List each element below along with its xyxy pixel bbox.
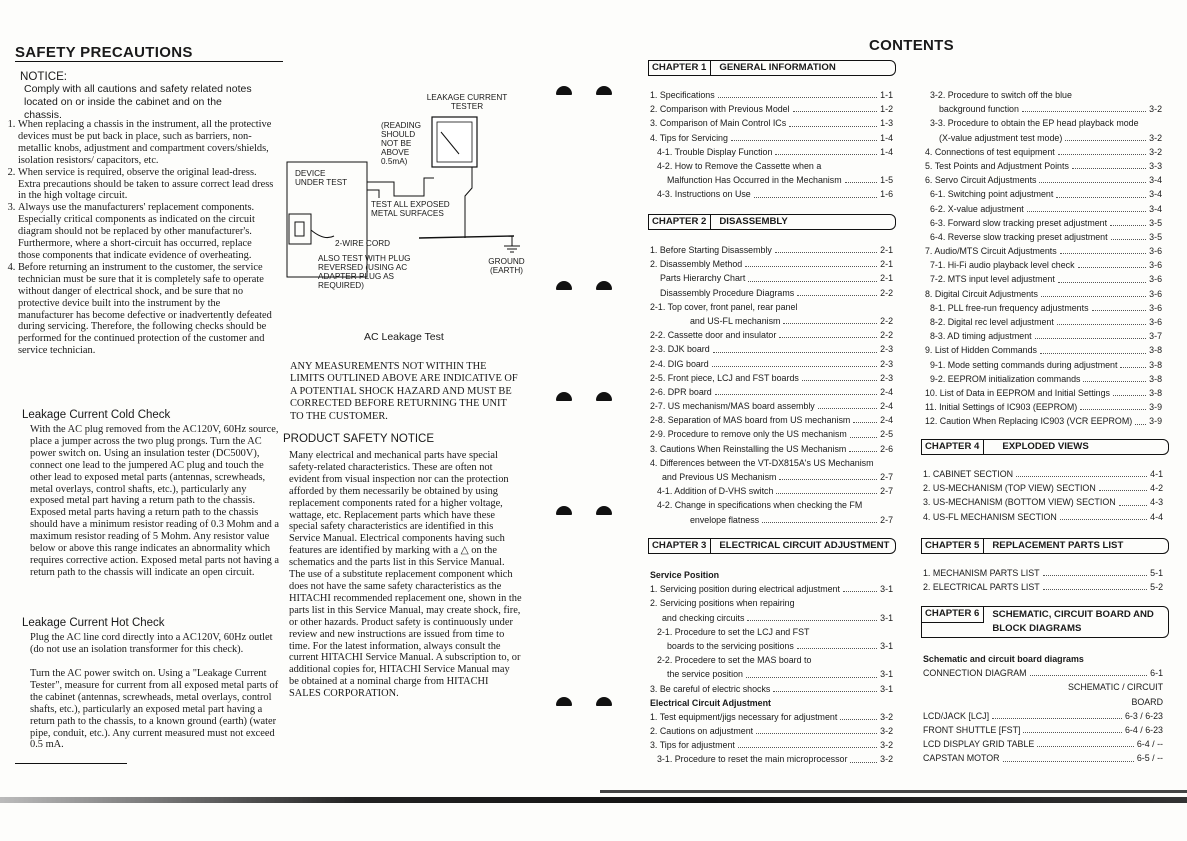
toc-row: Electrical Circuit Adjustment — [650, 697, 771, 708]
toc-row: 3. Comparison of Main Control ICs 1-3 — [650, 118, 893, 129]
product-safety-heading: PRODUCT SAFETY NOTICE — [283, 433, 435, 445]
chapter-name: ELECTRICAL CIRCUIT ADJUSTMENT — [719, 540, 890, 551]
toc-row: BOARD — [1131, 696, 1163, 707]
list-item: 4. Before returning an instrument to the customer, the service technician must be sure that it is completely safe to operate without danger of electrical shock, and be sure that no protective device built into the instrument by the manufacturer has become defective or inadvertently defeated during servicing. Therefore, the following checks should be performed for the continued protection of the customer and service technician. — [18, 262, 276, 357]
toc-row: CONNECTION DIAGRAM 6-1 — [923, 668, 1163, 679]
notice-text: Comply with all cautions and safety related notes located on or inside the cabinet and on the chassis. — [24, 83, 252, 121]
toc-row: 3-2. Procedure to switch off the blue — [930, 90, 1072, 100]
toc-row: CAPSTAN MOTOR 6-5 / -- — [923, 753, 1163, 764]
list-item: 2. When service is required, observe the original lead-dress. Extra precautions should be taken to assure correct lead dress in the high voltage circuit. — [18, 167, 276, 203]
toc-row: 2-8. Separation of MAS board from US mechanism 2-4 — [650, 415, 893, 426]
chapter-4-list — [923, 467, 1163, 524]
chapter-3-header — [648, 538, 896, 554]
chapter-number: CHAPTER 4 — [922, 440, 984, 454]
toc-row: envelope flatness 2-7 — [690, 514, 893, 525]
leakage-test-diagram — [284, 86, 534, 343]
toc-row: Schematic and circuit board diagrams — [923, 654, 1084, 664]
toc-row: 5. Test Points and Adjustment Points 3-3 — [925, 160, 1162, 171]
toc-row: Disassembly Procedure Diagrams 2-2 — [660, 287, 893, 298]
toc-row: 6-2. X-value adjustment 3-4 — [930, 203, 1162, 214]
chapter-name: SCHEMATIC, CIRCUIT BOARD AND BLOCK DIAGRAMS — [992, 609, 1154, 634]
toc-row: 1. MECHANISM PARTS LIST 5-1 — [923, 568, 1163, 578]
toc-row: 4-3. Instructions on Use 1-6 — [657, 189, 893, 200]
contents-title: CONTENTS — [869, 37, 954, 54]
chapter-6-header — [921, 606, 1169, 638]
toc-row: 8-2. Digital rec level adjustment 3-6 — [930, 317, 1162, 327]
safety-title: SAFETY PRECAUTIONS — [15, 44, 193, 61]
toc-row: 1. Test equipment/jigs necessary for adjustment 3-2 — [650, 711, 893, 722]
binding-hole-icon — [596, 392, 612, 401]
binding-hole-icon — [596, 697, 612, 706]
toc-row: 4. Tips for Servicing 1-4 — [650, 132, 893, 143]
toc-row: 2-7. US mechanism/MAS board assembly 2-4 — [650, 401, 893, 412]
binding-hole-icon — [596, 86, 612, 95]
chapter-1-header — [648, 60, 896, 76]
toc-row: 6-4. Reverse slow tracking preset adjustment 3-5 — [930, 231, 1162, 242]
toc-row: LCD DISPLAY GRID TABLE 6-4 / -- — [923, 739, 1163, 750]
toc-row: 2-1. Procedure to set the LCJ and FST — [657, 626, 810, 637]
title-rule — [15, 61, 283, 62]
toc-row: 3. US-MECHANISM (BOTTOM VIEW) SECTION 4-3 — [923, 497, 1163, 508]
hot-check-heading: Leakage Current Hot Check — [22, 617, 165, 629]
toc-row: 3-1. Procedure to reset the main microprocessor 3-2 — [657, 754, 893, 765]
toc-row: Service Position — [650, 570, 720, 580]
product-safety-text: Many electrical and mechanical parts have special safety-related characteristics. These are often not evident from visual inspection nor can the protection afforded by them necessarily be obtained by using replacement components rated for a higher voltage, wattage, etc. Replacement parts which have these special safety characteristics are identified in this Service Manual. Electrical components having such features are identified by marking with a △ on the schematics and the parts list in this Service Manual. The use of a substitute replacement component which does not have the same safety characteristics as the HITACHI recommended replacement one, shown in the parts list in this Service Manual, may create shock, fire, or other hazards. Product safety is continuously under review and new instructions are issued from time to time. For the latest information, always consult the current HITACHI Service Manual. A subscription to, or additional copies for, HITACHI Service Manual may be obtained at a nominal charge from HITACHI SALES CORPORATION. — [289, 450, 522, 700]
toc-row: 2-3. DJK board 2-3 — [650, 344, 893, 355]
toc-row: 8-1. PLL free-run frequency adjustments 3-6 — [930, 302, 1162, 313]
toc-row: 9-1. Mode setting commands during adjustment 3-8 — [930, 359, 1162, 370]
surfaces-label: TEST ALL EXPOSED METAL SURFACES — [371, 200, 450, 218]
cord-label: 2-WIRE CORD — [335, 239, 391, 248]
toc-row: 1. Servicing position during electrical adjustment 3-1 — [650, 584, 893, 595]
chapter-5-list — [923, 566, 1163, 594]
chapter-6-list — [923, 652, 1163, 766]
chapter-number: CHAPTER 5 — [922, 539, 984, 553]
notice-heading: NOTICE: — [20, 70, 68, 83]
scan-edge-band — [0, 797, 1187, 803]
toc-row: 4. Differences between the VT-DX815A's US Mechanism — [650, 457, 874, 468]
toc-row: 8. Digital Circuit Adjustments 3-6 — [925, 288, 1162, 299]
binding-hole-icon — [556, 392, 572, 401]
binding-hole-icon — [556, 281, 572, 290]
toc-row: FRONT SHUTTLE [FST] 6-4 / 6-23 — [923, 724, 1163, 735]
toc-row: 2. Comparison with Previous Model 1-2 — [650, 104, 893, 115]
toc-row: background function 3-2 — [939, 104, 1162, 115]
list-item: 1. When replacing a chassis in the instrument, all the protective devices must be put back in place, such as barriers, non-metallic knobs, adjustment and compartment covers/shields, isolation resistors/ capacitors, etc. — [18, 119, 276, 167]
list-item: 3. Always use the manufacturers' replacement components. Especially critical components as indicated on the circuit diagram should not be replaced by other manufacturer's. Furthermore, where a short-circuit has occurred, replace those components that indicate evidence of overheating. — [18, 202, 276, 262]
tester-label: LEAKAGE CURRENT TESTER — [426, 93, 508, 111]
toc-row: 6-1. Switching point adjustment 3-4 — [930, 189, 1162, 200]
toc-row: 7-1. Hi-Fi audio playback level check 3-6 — [930, 260, 1162, 271]
toc-row: 4. Connections of test equipment 3-2 — [925, 146, 1162, 157]
toc-row: 2. Disassembly Method 2-1 — [650, 259, 893, 270]
toc-row: 8-3. AD timing adjustment 3-7 — [930, 331, 1162, 342]
toc-row: 4-1. Addition of D-VHS switch 2-7 — [657, 486, 893, 497]
toc-row: 2. Cautions on adjustment 3-2 — [650, 726, 893, 737]
toc-row: 4-1. Trouble Display Function 1-4 — [657, 146, 893, 157]
diagram-caption: AC Leakage Test — [364, 331, 444, 343]
toc-row: 12. Caution When Replacing IC903 (VCR EEPROM) 3-9 — [925, 416, 1162, 427]
chapter-name: DISASSEMBLY — [719, 216, 788, 227]
ground-label: GROUND (EARTH) — [488, 257, 525, 275]
cold-check-text: With the AC plug removed from the AC120V, 60Hz source, place a jumper across the two plug prongs. Turn the AC power switch on. Using an insulation tester (DC500V), connect one lead to the jumpered AC plug and touch the other lead to exposed metal parts (antennas, screwheads, metal overlays, control shafts, etc.), particularly any exposed metal part having a return path to the chassis. Exposed metal parts having a return path to the chassis should have a minimum resistor reading of 0.3 Mohm and a maximum resistor reading of 5 Mohm. Any resistor value below or above this range indicates an abnormality which requires corrective action. Exposed metal parts not having a return path to the chassis will indicate an open circuit. — [30, 424, 280, 578]
chapter-2-list — [650, 243, 893, 527]
toc-row: 4. US-FL MECHANISM SECTION 4-4 — [923, 511, 1163, 522]
toc-row: 2. Servicing positions when repairing — [650, 598, 795, 609]
chapter-5-header — [921, 538, 1169, 554]
toc-row: 6. Servo Circuit Adjustments 3-4 — [925, 175, 1162, 186]
chapter-number: CHAPTER 3 — [649, 539, 711, 553]
toc-row: 2-1. Top cover, front panel, rear panel — [650, 301, 798, 312]
toc-row: 6-3. Forward slow tracking preset adjustment 3-5 — [930, 217, 1162, 228]
toc-row: 7-2. MTS input level adjustment 3-6 — [930, 274, 1162, 285]
chapter-2-header — [648, 214, 896, 230]
toc-row: boards to the servicing positions 3-1 — [667, 640, 893, 651]
toc-row: 3-3. Procedure to obtain the EP head playback mode — [930, 118, 1139, 129]
device-label: DEVICE UNDER TEST — [295, 169, 348, 187]
toc-row: 11. Initial Settings of IC903 (EEPROM) 3-9 — [925, 402, 1162, 413]
toc-row: 1. CABINET SECTION 4-1 — [923, 469, 1163, 479]
toc-row: 9. List of Hidden Commands 3-8 — [925, 345, 1162, 356]
binding-hole-icon — [596, 281, 612, 290]
binding-hole-icon — [596, 506, 612, 515]
toc-row: 2-4. DIG board 2-3 — [650, 358, 893, 369]
toc-row: 2-2. Cassette door and insulator 2-2 — [650, 330, 893, 341]
limits-warning: ANY MEASUREMENTS NOT WITHIN THE LIMITS OUTLINED ABOVE ARE INDICATIVE OF A POTENTIAL SHOCK HAZARD AND MUST BE CORRECTED BEFORE RETURNING THE UNIT TO THE CUSTOMER. — [290, 361, 518, 422]
toc-row: 2-9. Procedure to remove only the US mechanism 2-5 — [650, 429, 893, 440]
hot-check-text-1: Plug the AC line cord directly into a AC120V, 60Hz outlet (do not use an isolation transformer for this check). — [30, 632, 273, 655]
toc-row: Malfunction Has Occurred in the Mechanism 1-5 — [667, 175, 893, 186]
toc-row: and checking circuits 3-1 — [662, 612, 893, 623]
toc-row: 2. ELECTRICAL PARTS LIST 5-2 — [923, 582, 1163, 593]
chapter-3-continued-list — [925, 88, 1162, 429]
also-test-label: ALSO TEST WITH PLUG REVERSED (USING AC ADAPTER PLUG AS REQUIRED) — [318, 254, 411, 290]
toc-row: 2-6. DPR board 2-4 — [650, 386, 893, 397]
chapter-1-list — [650, 88, 893, 202]
chapter-name: EXPLODED VIEWS — [1002, 441, 1089, 452]
chapter-name: REPLACEMENT PARTS LIST — [992, 540, 1124, 551]
bottom-rule — [15, 763, 127, 764]
toc-row: 1. Specifications 1-1 — [650, 90, 893, 100]
toc-row: 3. Tips for adjustment 3-2 — [650, 740, 893, 751]
cold-check-heading: Leakage Current Cold Check — [22, 409, 171, 421]
diagram-lines — [284, 86, 534, 306]
toc-row: the service position 3-1 — [667, 669, 893, 680]
chapter-number: CHAPTER 2 — [649, 215, 711, 229]
toc-row: 4-2. Change in specifications when checking the FM — [657, 500, 863, 511]
chapter-number: CHAPTER 1 — [649, 61, 711, 75]
toc-row: Parts Hierarchy Chart 2-1 — [660, 273, 893, 284]
reading-label: (READING SHOULD NOT BE ABOVE 0.5mA) — [381, 121, 422, 166]
scan-edge-line — [600, 790, 1187, 793]
toc-row: LCD/JACK [LCJ] 6-3 / 6-23 — [923, 710, 1163, 721]
chapter-number: CHAPTER 6 — [922, 607, 984, 623]
toc-row: 7. Audio/MTS Circuit Adjustments 3-6 — [925, 246, 1162, 257]
toc-row: 4-2. How to Remove the Cassette when a — [657, 160, 822, 171]
toc-row: (X-value adjustment test mode) 3-2 — [939, 132, 1162, 143]
binding-hole-icon — [556, 697, 572, 706]
binding-hole-icon — [556, 86, 572, 95]
toc-row: SCHEMATIC / CIRCUIT — [1068, 682, 1163, 693]
chapter-4-header — [921, 439, 1169, 455]
chapter-name: GENERAL INFORMATION — [719, 62, 836, 73]
toc-row: 1. Before Starting Disassembly 2-1 — [650, 245, 893, 255]
safety-numbered-list — [1, 119, 276, 357]
toc-row: 3. Be careful of electric shocks 3-1 — [650, 683, 893, 694]
binding-hole-icon — [556, 506, 572, 515]
toc-row: 2-2. Procedere to set the MAS board to — [657, 655, 812, 666]
toc-row: 3. Cautions When Reinstalling the US Mechanism 2-6 — [650, 443, 893, 454]
toc-row: 9-2. EEPROM initialization commands 3-8 — [930, 373, 1162, 384]
toc-row: and US-FL mechanism 2-2 — [690, 315, 893, 326]
hot-check-text-2: Turn the AC power switch on. Using a "Leakage Current Tester", measure for current from all exposed metal parts of the cabinet (antennas, screwheads, metal overlays, control shafts, etc.), particularly an exposed metal part having a return path to the chassis, to a known ground (earth) (water pipe, conduit, etc.). Any current measured must not exceed 0.5 mA. — [30, 668, 279, 751]
toc-row: and Previous US Mechanism 2-7 — [662, 472, 893, 482]
toc-row: 2. US-MECHANISM (TOP VIEW) SECTION 4-2 — [923, 483, 1163, 494]
toc-row: 2-5. Front piece, LCJ and FST boards 2-3 — [650, 372, 893, 383]
chapter-3-list — [650, 568, 893, 767]
toc-row: 10. List of Data in EEPROM and Initial Settings 3-8 — [925, 387, 1162, 398]
